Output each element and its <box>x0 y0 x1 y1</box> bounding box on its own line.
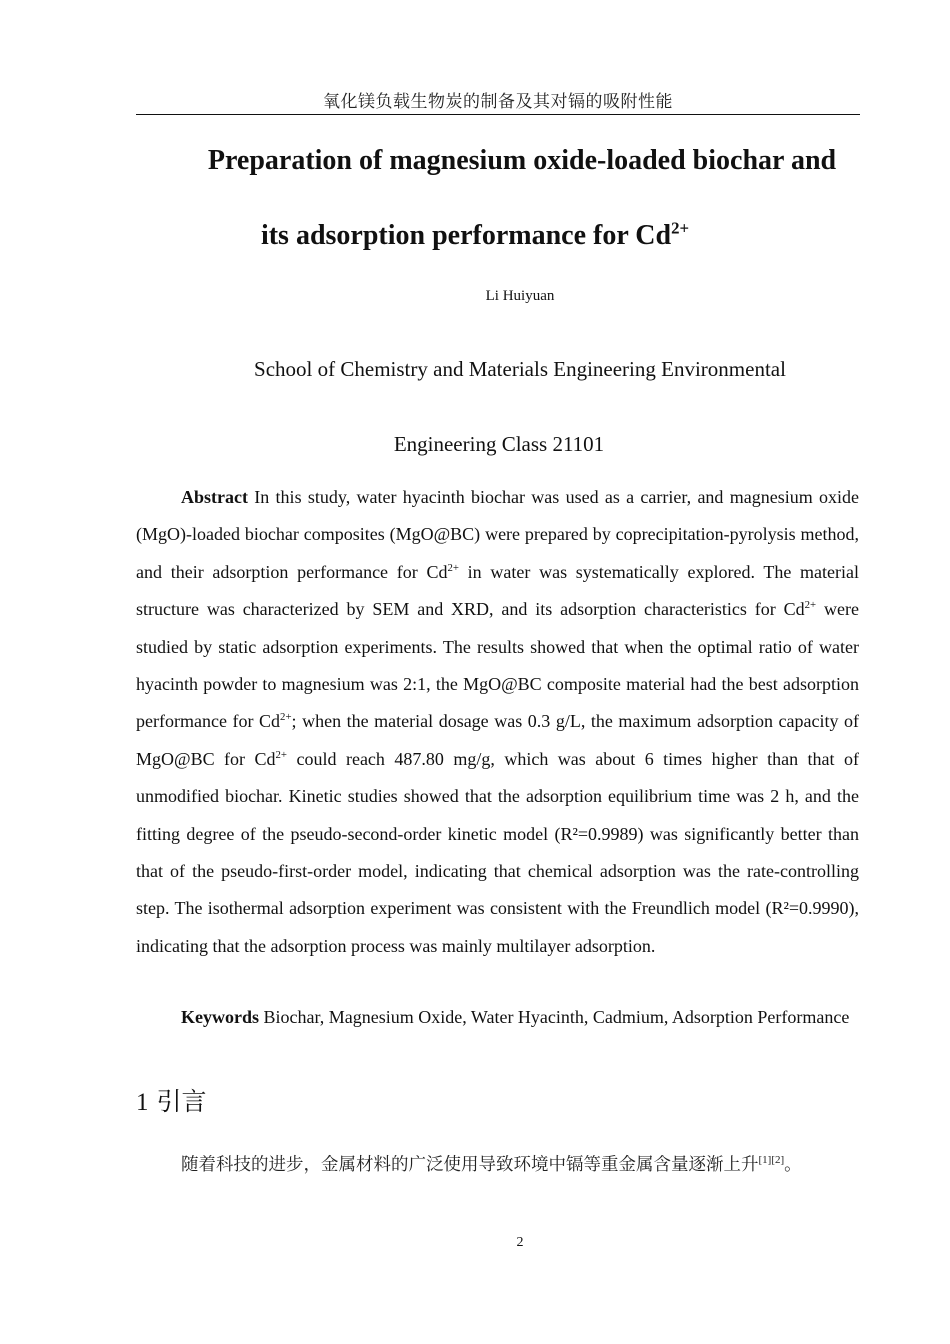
section-number: 1 <box>136 1089 149 1116</box>
keywords-text: Biochar, Magnesium Oxide, Water Hyacinth, Cadmium, Adsorption Performance <box>259 1007 850 1027</box>
affiliation-line-2 <box>136 430 860 458</box>
paper-title-line-2 <box>136 219 860 253</box>
title-text: its adsorption performance for Cd <box>260 220 672 251</box>
affiliation-line-2-text: Engineering Class 21101 <box>393 432 605 456</box>
abstract-label: Abstract <box>181 487 248 507</box>
paper-title-line-1: Preparation of magnesium oxide-loaded biochar and <box>207 145 837 176</box>
keywords-paragraph <box>136 999 859 1036</box>
citation-reference: [1][2] <box>758 1154 785 1166</box>
section-heading <box>136 1085 206 1120</box>
author-name: Li Huiyuan <box>485 288 555 304</box>
abstract-text: ; when the material dosage was 0.3 g/L, the maximum adsorption capacity of MgO@BC for Cd <box>136 711 859 769</box>
abstract-text: could reach 487.80 mg/g, which was about 6 times higher than that of unmodified biochar. Kinetic studies showed that the adsorption equilibrium time was 2 h, and the fitting degree of the pseudo-second-order kinetic model (R²=0.9989) was significantly better than that of the pseudo-first-order model, indicating that chemical adsorption was the rate-controlling step. The isothermal adsorption experiment was consistent with the Freundlich model (R²=0.9990), indicating that the adsorption process was mainly multilayer adsorption. <box>136 748 859 956</box>
superscript: 2+ <box>447 561 459 574</box>
abstract-text: in water was systematically explored. The material structure was characterized by SEM and XRD, and its adsorption characteristics for Cd <box>136 561 859 620</box>
superscript: 2+ <box>275 748 288 761</box>
intro-end-punct: 。 <box>784 1155 802 1175</box>
abstract-text: were studied by static adsorption experiments. The results showed that when the optimal ratio of water hyacinth powder to magnesium was 2:1, the MgO@BC composite material had the best adsorption performance for Cd <box>136 599 859 732</box>
section-title: 引言 <box>156 1087 207 1116</box>
intro-paragraph <box>181 1152 881 1178</box>
keywords-label: Keywords <box>181 1007 259 1027</box>
abstract-paragraph <box>136 479 859 965</box>
affiliation-line-1: School of Chemistry and Materials Engineering Environmental <box>254 357 786 381</box>
title-superscript: 2+ <box>671 218 690 238</box>
abstract-text: In this study, water hyacinth biochar was used as a carrier, and magnesium oxide (MgO)-loaded biochar composites (MgO@BC) were prepared by coprecipitation-pyrolysis method, and their adsorption performance for Cd <box>136 487 859 582</box>
page-number: 2 <box>516 1235 524 1250</box>
intro-text: 随着科技的进步，金属材料的广泛使用导致环境中镉等重金属含量逐渐上升 <box>181 1155 759 1175</box>
running-header: 氧化镁负载生物炭的制备及其对镉的吸附性能 <box>136 90 860 115</box>
superscript: 2+ <box>804 599 817 612</box>
superscript: 2+ <box>280 711 292 724</box>
